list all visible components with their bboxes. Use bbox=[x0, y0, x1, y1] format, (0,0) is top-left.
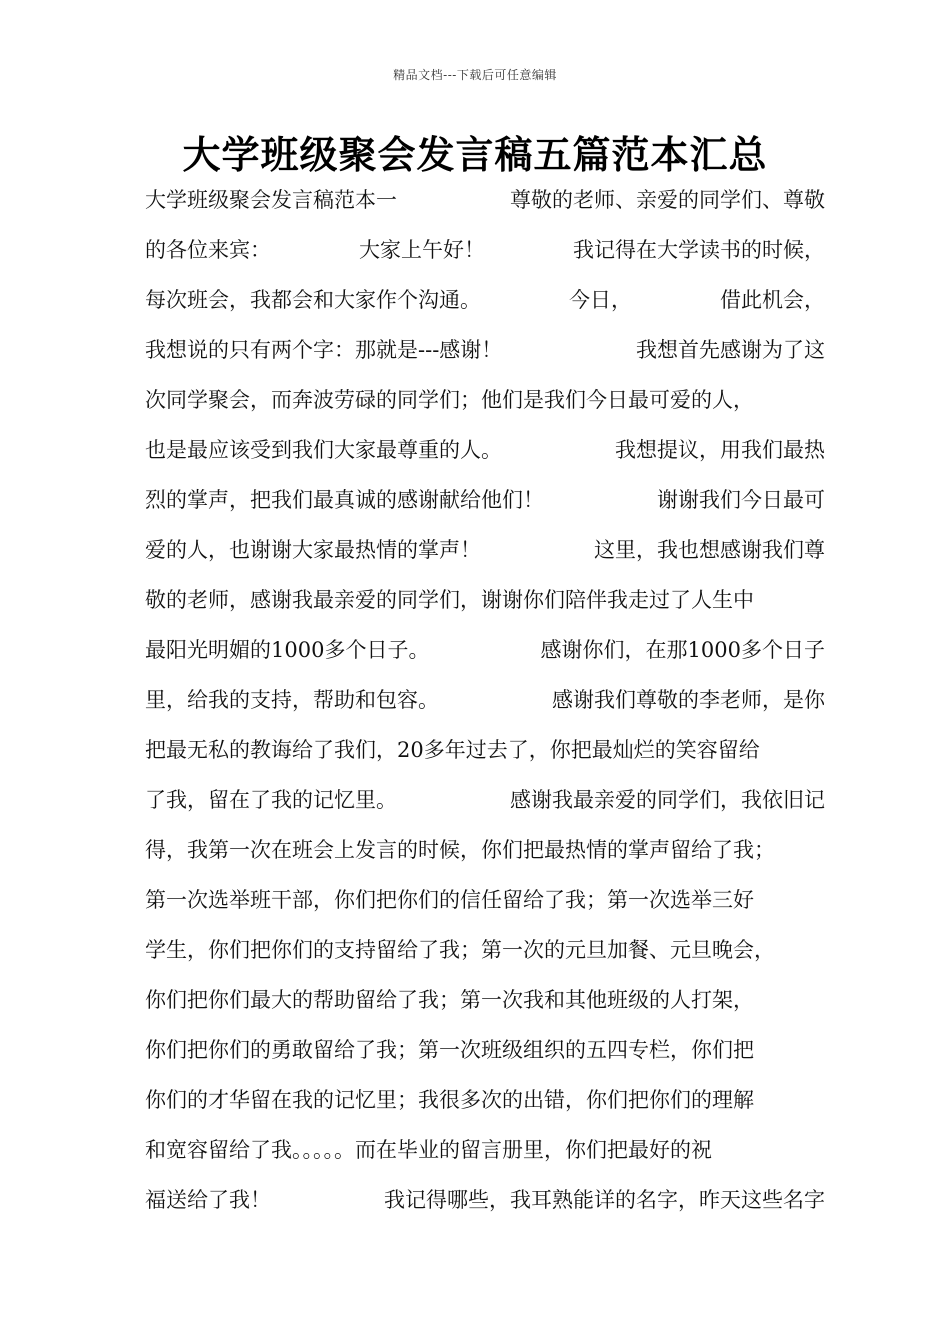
text-segment: 最阳光明媚的1000多个日子。 bbox=[145, 638, 430, 662]
text-line bbox=[145, 730, 825, 780]
text-segment: 敬的老师，感谢我最亲爱的同学们，谢谢你们陪伴我走过了人生中 bbox=[145, 588, 754, 612]
text-line bbox=[145, 180, 825, 230]
text-line bbox=[145, 330, 825, 380]
document-title: 大学班级聚会发言稿五篇范本汇总 bbox=[182, 132, 768, 177]
text-line bbox=[145, 930, 825, 980]
text-line bbox=[145, 680, 825, 730]
text-line bbox=[145, 880, 825, 930]
text-segment: 我记得在大学读书的时候， bbox=[573, 238, 825, 262]
header-note: 精品文档---下载后可任意编辑 bbox=[393, 68, 557, 82]
text-segment: 烈的掌声，把我们最真诚的感谢献给他们！ bbox=[145, 488, 544, 512]
text-segment: 大家上午好！ bbox=[359, 238, 485, 262]
text-line bbox=[145, 430, 825, 480]
text-line bbox=[145, 1180, 825, 1230]
text-segment: 谢谢我们今日最可 bbox=[657, 488, 825, 512]
text-line bbox=[145, 1080, 825, 1130]
text-segment: 我想首先感谢为了这 bbox=[636, 338, 825, 362]
text-segment: 借此机会， bbox=[720, 288, 825, 312]
text-segment: 爱的人，也谢谢大家最热情的掌声！ bbox=[145, 538, 481, 562]
text-segment: 我想说的只有两个字：那就是---感谢！ bbox=[145, 338, 503, 362]
text-line bbox=[145, 830, 825, 880]
text-line bbox=[145, 1130, 825, 1180]
text-segment: 感谢我们尊敬的李老师，是你 bbox=[552, 688, 825, 712]
text-segment: 得，我第一次在班会上发言的时候，你们把最热情的掌声留给了我； bbox=[145, 838, 775, 862]
text-segment: 这里，我也想感谢我们尊 bbox=[594, 538, 825, 562]
document-body bbox=[145, 180, 825, 1230]
text-segment: 也是最应该受到我们大家最尊重的人。 bbox=[145, 438, 502, 462]
text-segment: 学生，你们把你们的支持留给了我；第一次的元旦加餐、元旦晚会， bbox=[145, 938, 775, 962]
text-line bbox=[145, 630, 825, 680]
text-segment: 福送给了我！ bbox=[145, 1188, 271, 1212]
text-segment: 感谢你们，在那1000多个日子 bbox=[540, 638, 825, 662]
text-line bbox=[145, 280, 825, 330]
text-line bbox=[145, 480, 825, 530]
text-line bbox=[145, 980, 825, 1030]
text-line bbox=[145, 380, 825, 430]
text-segment: 我想提议，用我们最热 bbox=[615, 438, 825, 462]
text-line bbox=[145, 780, 825, 830]
text-segment: 把最无私的教诲给了我们，20多年过去了，你把最灿烂的笑容留给 bbox=[145, 738, 760, 762]
text-segment: 我记得哪些，我耳熟能详的名字，昨天这些名字 bbox=[384, 1188, 825, 1212]
text-segment: 里，给我的支持，帮助和包容。 bbox=[145, 688, 439, 712]
text-segment: 感谢我最亲爱的同学们，我依旧记 bbox=[510, 788, 825, 812]
text-segment: 次同学聚会，而奔波劳碌的同学们；他们是我们今日最可爱的人， bbox=[145, 388, 754, 412]
text-segment: 和宽容留给了我。。。。。而在毕业的留言册里，你们把最好的祝 bbox=[145, 1138, 712, 1162]
text-line bbox=[145, 530, 825, 580]
text-line bbox=[145, 230, 825, 280]
text-segment: 你们的才华留在我的记忆里；我很多次的出错，你们把你们的理解 bbox=[145, 1088, 754, 1112]
text-segment: 今日， bbox=[569, 288, 632, 312]
text-line bbox=[145, 580, 825, 630]
text-segment: 每次班会，我都会和大家作个沟通。 bbox=[145, 288, 481, 312]
text-segment: 了我，留在了我的记忆里。 bbox=[145, 788, 397, 812]
text-segment: 尊敬的老师、亲爱的同学们、尊敬 bbox=[510, 188, 825, 212]
text-line bbox=[145, 1030, 825, 1080]
text-segment: 的各位来宾： bbox=[145, 238, 271, 262]
text-segment: 你们把你们的勇敢留给了我；第一次班级组织的五四专栏，你们把 bbox=[145, 1038, 754, 1062]
text-segment: 大学班级聚会发言稿范本一 bbox=[145, 188, 397, 212]
text-segment: 你们把你们最大的帮助留给了我；第一次我和其他班级的人打架， bbox=[145, 988, 754, 1012]
text-segment: 第一次选举班干部，你们把你们的信任留给了我；第一次选举三好 bbox=[145, 888, 754, 912]
